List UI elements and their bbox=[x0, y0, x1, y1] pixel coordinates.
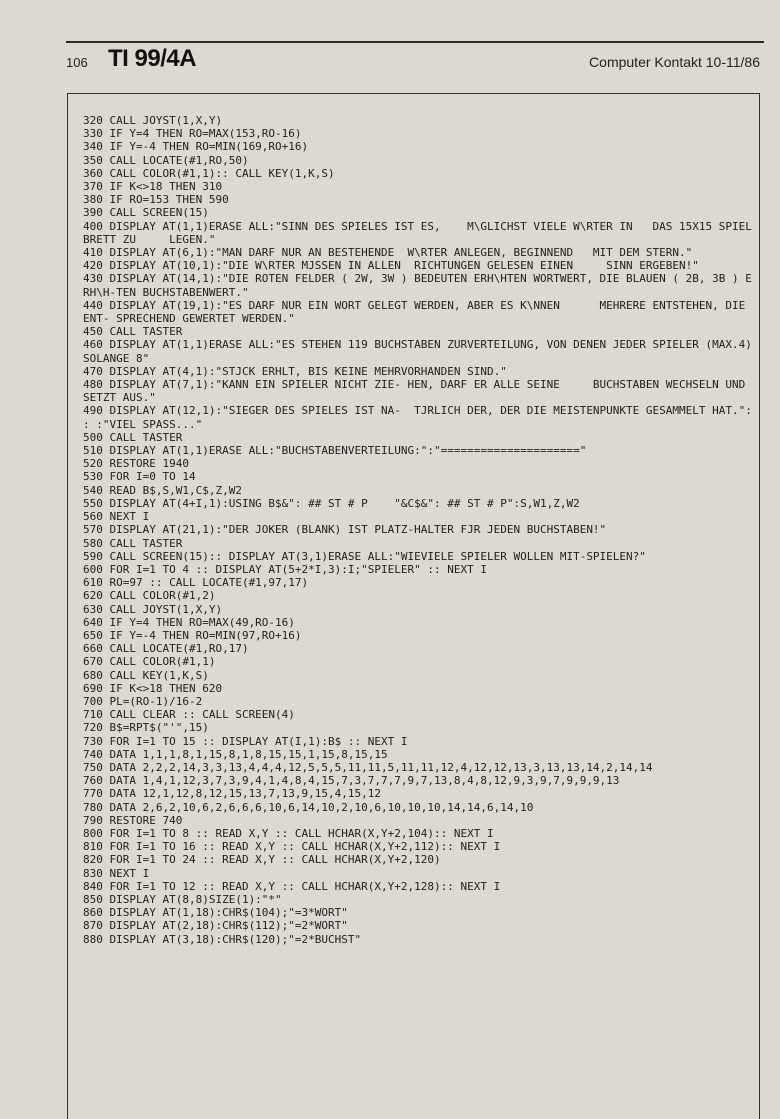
code-line: 640 IF Y=4 THEN RO=MAX(49,RO-16) bbox=[83, 615, 295, 629]
code-line: 540 READ B$,S,W1,C$,Z,W2 bbox=[83, 483, 242, 497]
code-line: 600 FOR I=1 TO 4 :: DISPLAY AT(5+2*I,3):I;"SPIELER" :: NEXT I bbox=[83, 562, 487, 576]
magazine-title: TI 99/4A bbox=[108, 45, 197, 72]
basic-listing bbox=[83, 114, 779, 946]
code-line: 380 IF RO=153 THEN 590 bbox=[83, 193, 229, 207]
code-line: 750 DATA 2,2,2,14,3,3,13,4,4,4,12,5,5,5,11,11,5,11,11,12,4,12,12,13,3,13,13,14,2,14,14 bbox=[83, 760, 653, 774]
code-line: 340 IF Y=-4 THEN RO=MIN(169,RO+16) bbox=[83, 140, 309, 154]
code-line: 740 DATA 1,1,1,8,1,15,8,1,8,15,15,1,15,8,15,15 bbox=[83, 747, 388, 761]
page-number: 106 bbox=[66, 55, 88, 70]
code-line: 590 CALL SCREEN(15):: DISPLAY AT(3,1)ERASE ALL:"WIEVIELE SPIELER WOLLEN MIT-SPIELEN?" bbox=[83, 549, 646, 563]
code-line: 420 DISPLAY AT(10,1):"DIE W\RTER MJSSEN IN ALLEN RICHTUNGEN GELESEN EINEN SINN ERGEBEN!" bbox=[83, 259, 699, 273]
code-line: 670 CALL COLOR(#1,1) bbox=[83, 655, 216, 669]
code-line: 760 DATA 1,4,1,12,3,7,3,9,4,1,4,8,4,15,7,3,7,7,7,9,7,13,8,4,8,12,9,3,9,7,9,9,9,13 bbox=[83, 774, 620, 788]
code-line: 860 DISPLAY AT(1,18):CHR$(104);"=3*WORT" bbox=[83, 906, 348, 920]
code-line: 610 RO=97 :: CALL LOCATE(#1,97,17) bbox=[83, 576, 309, 590]
code-line: 870 DISPLAY AT(2,18):CHR$(112);"=2*WORT" bbox=[83, 919, 348, 933]
code-line: 820 FOR I=1 TO 24 :: READ X,Y :: CALL HCHAR(X,Y+2,120) bbox=[83, 853, 441, 867]
page-header bbox=[66, 44, 764, 74]
code-line: 730 FOR I=1 TO 15 :: DISPLAY AT(I,1):B$ :: NEXT I bbox=[83, 734, 408, 748]
code-line: 450 CALL TASTER bbox=[83, 325, 183, 339]
code-line: 460 DISPLAY AT(1,1)ERASE ALL:"ES STEHEN 119 BUCHSTABEN ZURVERTEILUNG, VON DENEN JEDER SPIELER (MAX.4) SOLANGE 8" bbox=[83, 338, 759, 365]
code-line: 720 B$=RPT$("'",15) bbox=[83, 721, 209, 735]
code-line: 700 PL=(RO-1)/16-2 bbox=[83, 694, 203, 708]
code-line: 800 FOR I=1 TO 8 :: READ X,Y :: CALL HCHAR(X,Y+2,104):: NEXT I bbox=[83, 826, 494, 840]
code-line: 350 CALL LOCATE(#1,RO,50) bbox=[83, 153, 249, 167]
code-line: 410 DISPLAY AT(6,1):"MAN DARF NUR AN BESTEHENDE W\RTER ANLEGEN, BEGINNEND MIT DEM STERN." bbox=[83, 246, 693, 260]
code-line: 360 CALL COLOR(#1,1):: CALL KEY(1,K,S) bbox=[83, 166, 335, 180]
code-line: 790 RESTORE 740 bbox=[83, 813, 183, 827]
code-line: 830 NEXT I bbox=[83, 866, 150, 880]
code-line: 320 CALL JOYST(1,X,Y) bbox=[83, 114, 223, 127]
code-line: 840 FOR I=1 TO 12 :: READ X,Y :: CALL HCHAR(X,Y+2,128):: NEXT I bbox=[83, 879, 501, 893]
code-line: 370 IF K<>18 THEN 310 bbox=[83, 180, 223, 194]
code-line: 390 CALL SCREEN(15) bbox=[83, 206, 209, 220]
code-line: 710 CALL CLEAR :: CALL SCREEN(4) bbox=[83, 708, 295, 722]
code-line: 850 DISPLAY AT(8,8)SIZE(1):"*" bbox=[83, 892, 282, 906]
code-line: 650 IF Y=-4 THEN RO=MIN(97,RO+16) bbox=[83, 628, 302, 642]
code-line: 400 DISPLAY AT(1,1)ERASE ALL:"SINN DES SPIELES IST ES, M\GLICHST VIELE W\RTER IN DAS 15X15 SPIELBRETT ZU LEGEN." bbox=[83, 219, 752, 246]
code-line: 620 CALL COLOR(#1,2) bbox=[83, 589, 216, 603]
code-line: 780 DATA 2,6,2,10,6,2,6,6,6,10,6,14,10,2,10,6,10,10,10,14,14,6,14,10 bbox=[83, 800, 534, 814]
issue-label: Computer Kontakt 10-11/86 bbox=[589, 54, 760, 70]
code-line: 440 DISPLAY AT(19,1):"ES DARF NUR EIN WORT GELEGT WERDEN, ABER ES K\NNEN MEHRERE ENTSTEHEN, DIE ENT- SPRECHEND GEWERTET WERDEN." bbox=[83, 298, 752, 326]
code-line: 500 CALL TASTER bbox=[83, 430, 183, 444]
code-line: 490 DISPLAY AT(12,1):"SIEGER DES SPIELES IST NA- TJRLICH DER, DER DIE MEISTENPUNKTE GESAMMELT HAT.": : :"VIEL SPASS..." bbox=[83, 404, 759, 431]
code-line: 470 DISPLAY AT(4,1):"STJCK ERHLT, BIS KEINE MEHRVORHANDEN SIND." bbox=[83, 364, 507, 378]
code-line: 520 RESTORE 1940 bbox=[83, 457, 189, 471]
code-line: 660 CALL LOCATE(#1,RO,17) bbox=[83, 642, 249, 656]
code-line: 530 FOR I=0 TO 14 bbox=[83, 470, 196, 484]
code-line: 690 IF K<>18 THEN 620 bbox=[83, 681, 223, 695]
code-line: 510 DISPLAY AT(1,1)ERASE ALL:"BUCHSTABENVERTEILUNG:":"=====================" bbox=[83, 444, 587, 458]
code-line: 550 DISPLAY AT(4+I,1):USING B$&": ## ST # P "&C$&": ## ST # P":S,W1,Z,W2 bbox=[83, 496, 580, 510]
code-line: 480 DISPLAY AT(7,1):"KANN EIN SPIELER NICHT ZIE- HEN, DARF ER ALLE SEINE BUCHSTABEN WECHSELN UND SETZT AUS." bbox=[83, 378, 779, 405]
header-rule bbox=[66, 41, 764, 43]
code-line: 630 CALL JOYST(1,X,Y) bbox=[83, 602, 223, 616]
code-line: 330 IF Y=4 THEN RO=MAX(153,RO-16) bbox=[83, 127, 302, 141]
code-line: 430 DISPLAY AT(14,1):"DIE ROTEN FELDER ( 2W, 3W ) BEDEUTEN ERH\HTEN WORTWERT, DIE BLAUEN ( 2B, 3B ) ERH\H-TEN BUCHSTABENWERT." bbox=[83, 272, 752, 299]
code-line: 560 NEXT I bbox=[83, 510, 150, 524]
code-line: 570 DISPLAY AT(21,1):"DER JOKER (BLANK) IST PLATZ-HALTER FJR JEDEN BUCHSTABEN!" bbox=[83, 523, 607, 537]
code-line: 580 CALL TASTER bbox=[83, 536, 183, 550]
code-line: 810 FOR I=1 TO 16 :: READ X,Y :: CALL HCHAR(X,Y+2,112):: NEXT I bbox=[83, 840, 501, 854]
code-line: 770 DATA 12,1,12,8,12,15,13,7,13,9,15,4,15,12 bbox=[83, 787, 382, 801]
code-line: 680 CALL KEY(1,K,S) bbox=[83, 668, 209, 682]
code-line: 880 DISPLAY AT(3,18):CHR$(120);"=2*BUCHST" bbox=[83, 932, 362, 946]
